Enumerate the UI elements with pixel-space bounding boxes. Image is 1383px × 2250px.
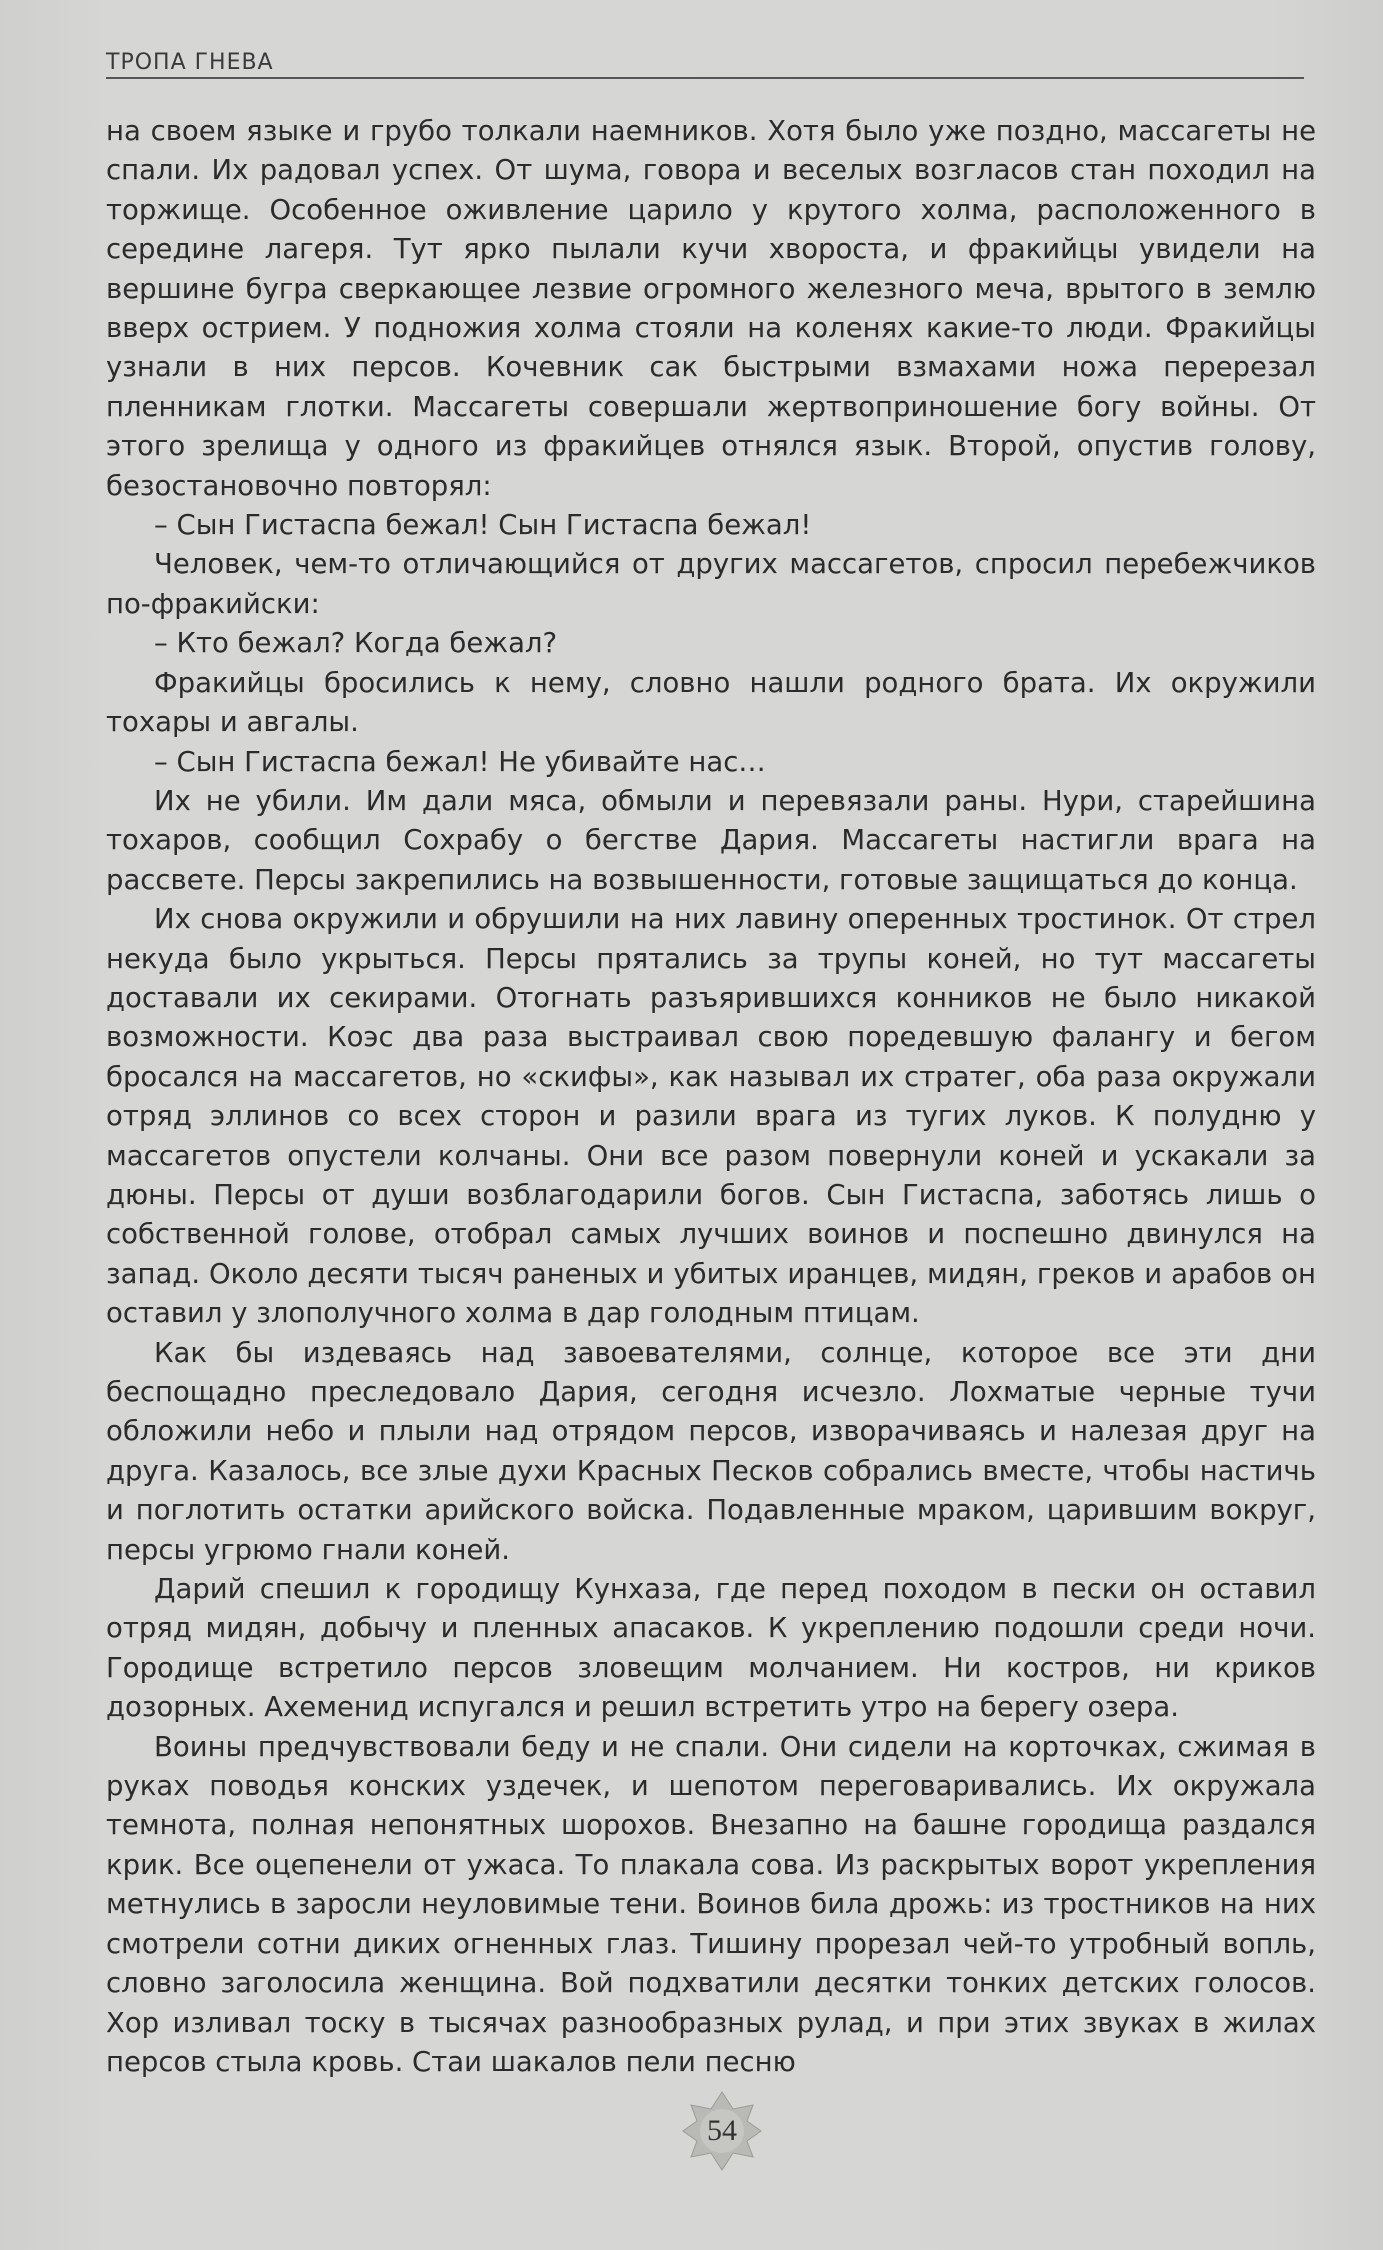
paragraph: Дарий спешил к городищу Кунхаза, где перед походом в пески он оставил отряд мидян, добычу и пленных апасаков. К укреплению подошли среди ночи. Городище встретило персов зловещим молчанием. Ни костров, ни криков дозорных. Ахеменид испугался и решил встретить утро на берегу озера.	[106, 1573, 1316, 1724]
paragraph: Воины предчувствовали беду и не спали. Они сидели на корточках, сжимая в руках поводья конских уздечек, и шепотом переговаривались. Их окружала темнота, полная непонятных шорохов. Внезапно на башне городища раздался крик. Все оцепенели от ужаса. То плакала сова. Из раскрытых ворот укрепления метнулись в заросли неуловимые тени. Воинов била дрожь: из тростников на них смотрели сотни диких огненных глаз. Тишину прорезал чей-то утробный вопль, словно заголосила женщина. Вой подхватили десятки тонких детских голосов. Хор изливал тоску в тысячах разнообразных рулад, и при этих звуках в жилах персов стыла кровь. Стаи шакалов пели песню	[106, 1730, 1316, 2078]
paragraph: Как бы издеваясь над завоевателями, солнце, которое все эти дни беспощадно преследовало Дария, сегодня исчезло. Лохматые черные тучи обложили небо и плыли над отрядом персов, изворачиваясь и налезая друг на друга. Казалось, все злые духи Красных Песков собрались вместе, чтобы настичь и поглотить остатки арийского войска. Подавленные мраком, царившим вокруг, персы угрюмо гнали коней.	[106, 1336, 1316, 1566]
running-head: ТРОПА ГНЕВА	[106, 50, 274, 75]
header-rule	[106, 77, 1304, 79]
paragraph: – Сын Гистаспа бежал! Не убивайте нас…	[154, 745, 766, 778]
paragraph: – Кто бежал? Когда бежал?	[154, 627, 558, 660]
page-number-ornament	[681, 2090, 763, 2172]
paragraph: – Сын Гистаспа бежал! Сын Гистаспа бежал!	[154, 509, 812, 542]
paragraph: Их не убили. Им дали мяса, обмыли и перевязали раны. Нури, старейшина тохаров, сообщил Сохрабу о бегстве Дария. Массагеты настигли врага на рассвете. Персы закрепились на возвышенности, готовые защищаться до конца.	[106, 784, 1316, 896]
paragraph: Фракийцы бросились к нему, словно нашли родного брата. Их окружили тохары и авгалы.	[106, 666, 1316, 739]
paragraph: Их снова окружили и обрушили на них лавину оперенных тростинок. От стрел некуда было укрыться. Персы прятались за трупы коней, но тут массагеты доставали их секирами. Отогнать разъярившихся конников не было никакой возможности. Коэс два раза выстраивал свою поредевшую фалангу и бегом бросался на массагетов, но «скифы», как называл их стратег, оба раза окружали отряд эллинов со всех сторон и разили врага из тугих луков. К полудню у массагетов опустели колчаны. Они все разом повернули коней и ускакали за дюны. Персы от души возблагодарили богов. Сын Гистаспа, заботясь лишь о собственной голове, отобрал самых лучших воинов и поспешно двинулся на запад. Около десяти тысяч раненых и убитых иранцев, мидян, греков и арабов он оставил у злополучного холма в дар голодным птицам.	[106, 903, 1316, 1330]
paragraph: на своем языке и грубо толкали наемников. Хотя было уже поздно, массагеты не спали. Их радовал успех. От шума, говора и веселых возгласов стан походил на торжище. Особенное оживление царило у крутого холма, расположенного в середине лагеря. Тут ярко пылали кучи хвороста, и фракийцы увидели на вершине бугра сверкающее лезвие огромного железного меча, врытого в землю вверх острием. У подножия холма стояли на коленях какие-то люди. Фракийцы узнали в них персов. Кочевник сак быстрыми взмахами ножа перерезал пленникам глотки. Массагеты совершали жертвоприношение богу войны. От этого зрелища у одного из фракийцев отнялся язык. Второй, опустив голову, безостановочно повторял:	[106, 115, 1316, 502]
paragraph: Человек, чем-то отличающийся от других массагетов, спросил перебежчиков по-фракийски:	[106, 548, 1316, 620]
page-number: 54	[707, 2114, 737, 2147]
body-text	[106, 112, 1316, 2082]
